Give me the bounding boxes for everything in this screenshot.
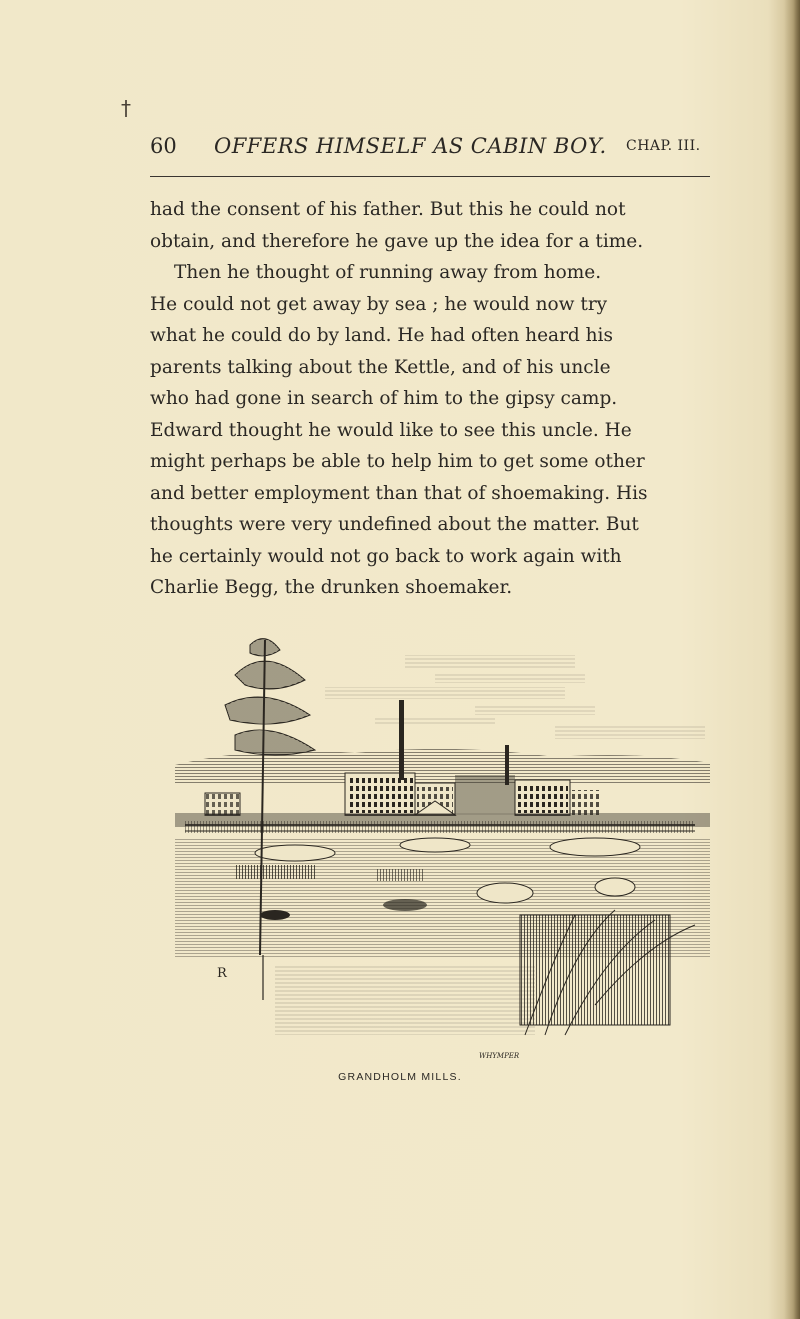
running-title: OFFERS HIMSELF AS CABIN BOY. — [214, 134, 607, 158]
text-line: parents talking about the Kettle, and of his uncle — [150, 356, 611, 378]
page-edge-shadow — [784, 0, 800, 1319]
text-line: might perhaps be able to help him to get some other — [150, 451, 645, 472]
text-line: obtain, and therefore he gave up the idea for a time. — [150, 230, 644, 252]
page-number: 60 — [150, 134, 177, 158]
text-line: who had gone in search of him to the gipsy camp. — [150, 388, 618, 409]
body-text — [150, 194, 710, 604]
sky — [325, 655, 705, 739]
engraving-grandholm-mills — [175, 625, 710, 1065]
text-line: Edward thought he would like to see this uncle. He — [150, 419, 632, 441]
text-line: Charlie Begg, the drunken shoemaker. — [150, 577, 513, 598]
text-line: he certainly would not go back to work again with — [150, 545, 622, 567]
text-line: thoughts were very undefined about the matter. But — [150, 514, 639, 535]
text-line: He could not get away by sea ; he would now try — [150, 293, 608, 315]
running-header — [150, 134, 710, 164]
header-rule — [150, 176, 710, 177]
engraver-signature: WHYMPER — [479, 1052, 520, 1060]
chapter-label: CHAP. III. — [626, 138, 701, 154]
text-line: and better employment than that of shoemaking. His — [150, 482, 648, 504]
text-line: what he could do by land. He had often heard his — [150, 325, 613, 346]
text-line: Then he thought of running away from home. — [174, 262, 602, 283]
text-line: had the consent of his father. But this he could not — [150, 199, 626, 220]
margin-mark: † — [121, 96, 131, 120]
illustration-caption: GRANDHOLM MILLS. — [338, 1071, 462, 1083]
reeds — [520, 910, 695, 1035]
engraver-monogram: R — [217, 966, 227, 981]
